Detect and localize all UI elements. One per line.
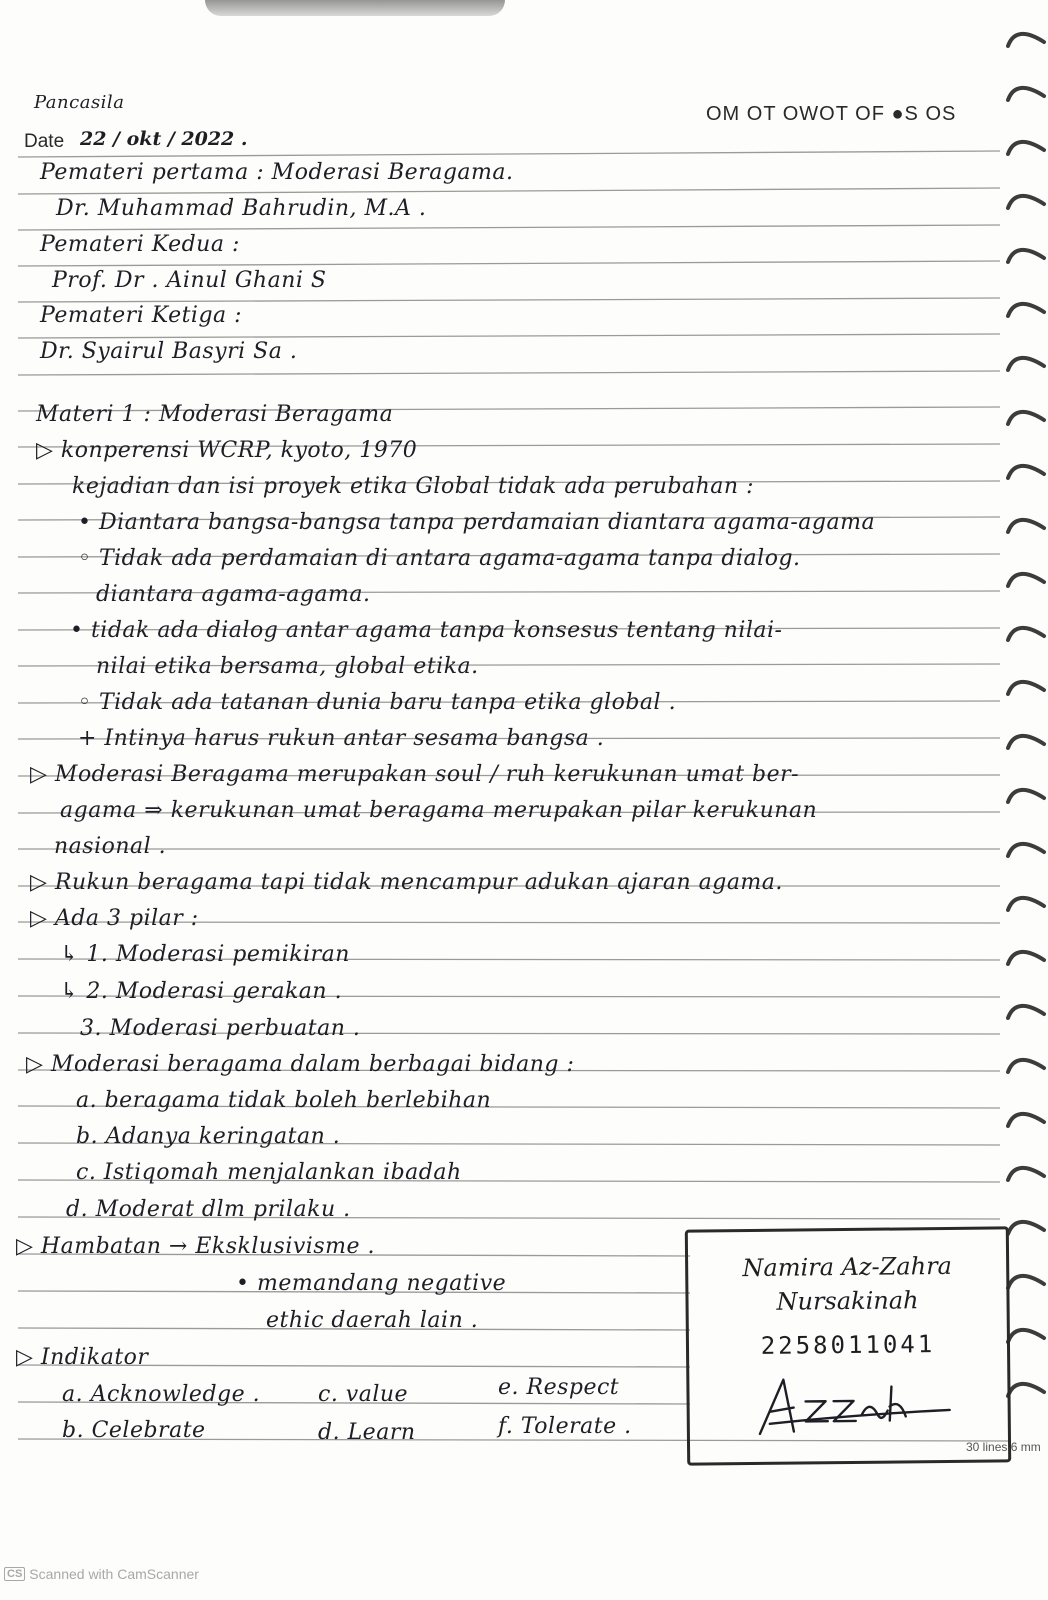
note-line: diantara agama-agama. [96, 582, 371, 607]
speaker-line: Dr. Muhammad Bahrudin, M.A . [56, 196, 427, 221]
ring-icon [1008, 466, 1044, 478]
rule-line [18, 188, 1000, 194]
ring-icon [1008, 844, 1044, 856]
speaker-line: Pemateri Kedua : [40, 232, 240, 257]
page-format-note: 30 lines 6 mm [966, 1440, 1041, 1454]
indicator-e: e. Respect [498, 1375, 620, 1400]
indicator-d: d. Learn [318, 1420, 416, 1445]
note-line: d. Moderat dlm prilaku . [66, 1197, 351, 1222]
note-line: agama ⇒ kerukunan umat beragama merupakan pilar kerukunan [60, 798, 818, 823]
speaker-line: Pemateri Ketiga : [40, 303, 243, 328]
ring-icon [1008, 142, 1044, 154]
ring-icon [1008, 898, 1044, 910]
note-line: nilai etika bersama, global etika. [96, 654, 479, 679]
indicator-b: b. Celebrate [62, 1418, 206, 1443]
ring-icon [1008, 1114, 1044, 1126]
note-line: c. Istiqomah menjalankan ibadah [76, 1160, 462, 1185]
ring-icon [1008, 34, 1044, 46]
note-line: • tidak ada dialog antar agama tanpa konsesus tentang nilai- [70, 618, 783, 643]
note-line: ▷ Rukun beragama tapi tidak mencampur adukan ajaran agama. [30, 870, 783, 895]
scanner-watermark [4, 1566, 199, 1582]
note-line: 3. Moderasi perbuatan . [80, 1016, 361, 1041]
speaker-line: Pemateri pertama : Moderasi Beragama. [40, 160, 514, 185]
note-line: • Diantara bangsa-bangsa tanpa perdamaian diantara agama-agama [78, 510, 876, 535]
ring-icon [1008, 1276, 1044, 1288]
ring-icon [1008, 1384, 1044, 1396]
note-line: ↳ 2. Moderasi gerakan . [60, 979, 343, 1004]
note-line: b. Adanya keringatan . [76, 1124, 341, 1149]
ring-icon [1008, 304, 1044, 316]
note-line: ▷ Ada 3 pilar : [30, 906, 199, 931]
ring-icon [1008, 1060, 1044, 1072]
note-line: + Intinya harus rukun antar sesama bangsa . [78, 726, 605, 751]
student-nim: 2258011041 [760, 1330, 936, 1360]
ring-icon [1008, 358, 1044, 370]
ring-icon [1008, 250, 1044, 262]
ring-icon [1008, 88, 1044, 100]
signature-icon [749, 1370, 960, 1442]
note-line: a. beragama tidak boleh berlebihan [76, 1088, 492, 1113]
indicator-a: a. Acknowledge . [62, 1382, 261, 1407]
note-line: ▷ konperensi WCRP, kyoto, 1970 [36, 438, 418, 463]
note-line: ▷ Hambatan → Eksklusivisme . [16, 1234, 375, 1259]
rule-line [18, 334, 1000, 338]
student-surname: Nursakinah [776, 1286, 919, 1316]
note-line: ▷ Indikator [16, 1345, 149, 1370]
note-line: kejadian dan isi proyek etika Global tidak ada perubahan : [72, 474, 754, 499]
student-name: Namira Az-Zahra [742, 1251, 953, 1283]
indicator-f: f. Tolerate . [498, 1414, 632, 1439]
rule-line [18, 151, 1000, 157]
camscanner-logo-icon: CS [4, 1567, 25, 1581]
note-line: ▷ Moderasi beragama dalam berbagai bidang : [26, 1052, 575, 1077]
speaker-line: Prof. Dr . Ainul Ghani S [52, 268, 327, 293]
ring-icon [1008, 628, 1044, 640]
rule-line [18, 298, 1000, 302]
rule-line [18, 225, 1000, 230]
rule-line [18, 371, 1000, 375]
rule-line [18, 261, 1000, 266]
ring-icon [1008, 736, 1044, 748]
date-value: 22 / okt / 2022 . [80, 128, 248, 150]
note-line: ↳ 1. Moderasi pemikiran [60, 942, 350, 967]
ring-icon [1008, 574, 1044, 586]
ring-icon [1008, 520, 1044, 532]
ring-icon [1008, 1222, 1044, 1234]
note-line: nasional . [54, 834, 167, 859]
student-id-box [685, 1226, 1011, 1465]
ring-icon [1008, 952, 1044, 964]
ring-icon [1008, 1006, 1044, 1018]
date-label: Date [24, 131, 65, 152]
note-line: ◦ Tidak ada tatanan dunia baru tanpa etika global . [78, 690, 677, 715]
scanner-watermark-text: Scanned with CamScanner [29, 1566, 199, 1582]
subject-heading: Pancasila [34, 92, 125, 113]
ring-icon [1008, 1330, 1044, 1342]
ring-icon [1008, 1168, 1044, 1180]
ring-icon [1008, 682, 1044, 694]
note-line: Materi 1 : Moderasi Beragama [36, 402, 394, 427]
header-right-codes: OM OT OWOT OF ●S OS [706, 103, 957, 125]
ring-icon [1008, 412, 1044, 424]
ring-icon [1008, 790, 1044, 802]
speaker-line: Dr. Syairul Basyri Sa . [40, 339, 298, 364]
note-line: ◦ Tidak ada perdamaian di antara agama-agama tanpa dialog. [78, 546, 801, 571]
note-line: ▷ Moderasi Beragama merupakan soul / ruh kerukunan umat ber- [30, 762, 800, 787]
note-line: • memandang negative [236, 1271, 507, 1296]
ring-icon [1008, 196, 1044, 208]
indicator-c: c. value [318, 1382, 409, 1407]
note-line: ethic daerah lain . [266, 1308, 479, 1333]
